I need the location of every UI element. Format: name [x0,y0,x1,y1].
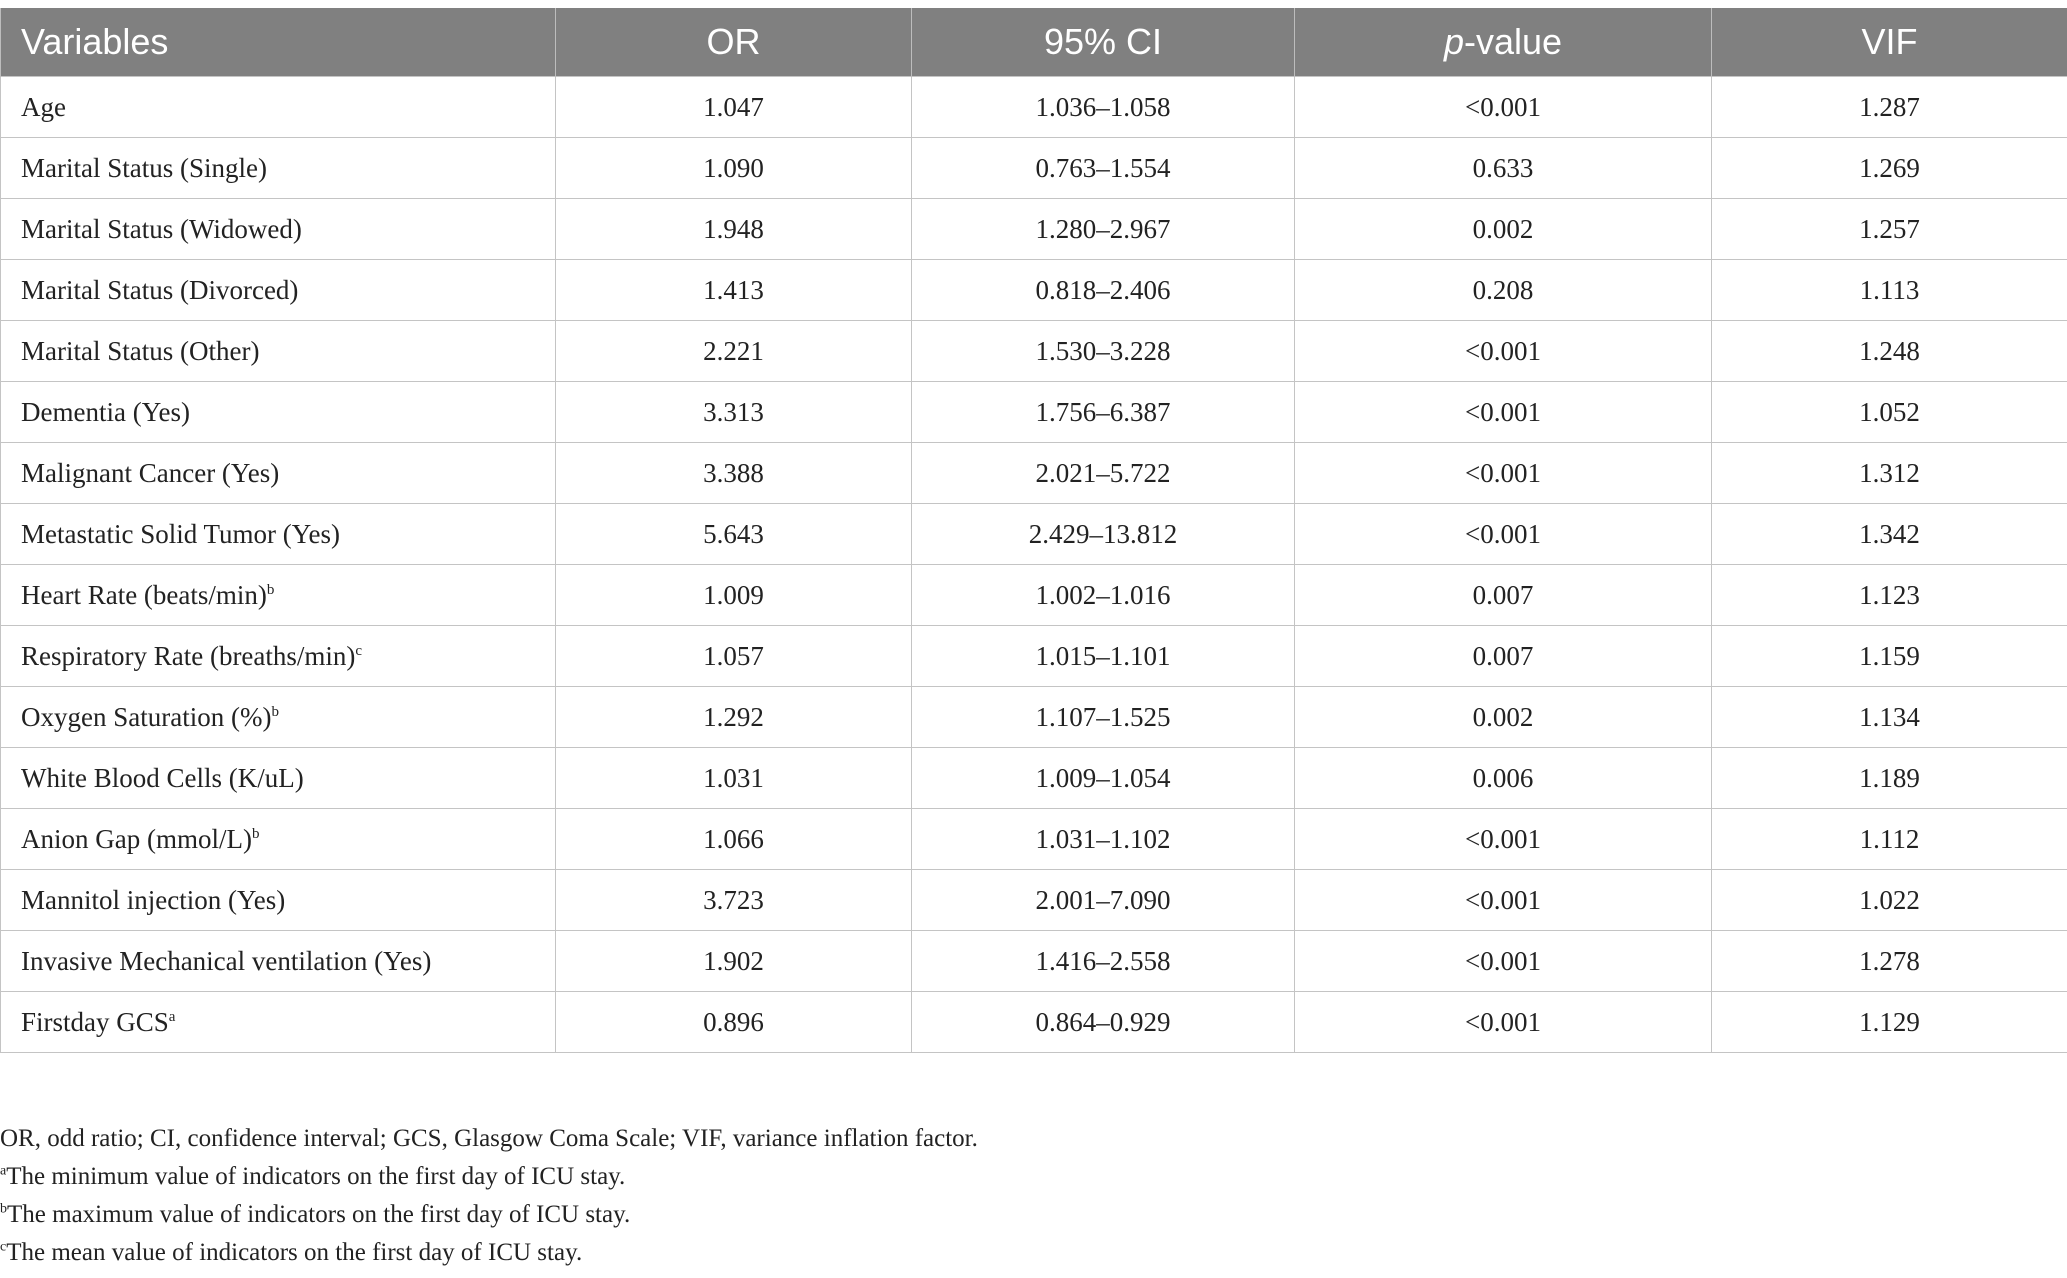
cell-vif [1712,870,2067,931]
cell-variable-text: Marital Status (Divorced) [21,274,299,305]
footnote-a [0,1158,2067,1196]
footnote-marker: c [355,642,363,659]
cell-vif-text: 1.257 [1859,213,1920,244]
footnote-mark: a [0,1163,7,1179]
cell-variable [1,382,556,443]
cell-p-value [1295,382,1712,443]
cell-p-value-text: 0.208 [1472,274,1534,305]
cell-vif [1712,931,2067,992]
cell-variable-text: Firstday GCS [21,1006,169,1037]
cell-or [556,626,912,687]
cell-vif [1712,626,2067,687]
cell-or-text: 0.896 [703,1006,764,1037]
cell-or [556,504,912,565]
cell-variable [1,931,556,992]
cell-variable [1,809,556,870]
cell-or-text: 1.009 [703,579,764,610]
cell-vif-text: 1.022 [1859,884,1920,915]
cell-or-text: 1.057 [703,640,764,671]
cell-or-text: 1.090 [703,152,764,183]
cell-variable [1,504,556,565]
cell-variable [1,870,556,931]
cell-variable [1,77,556,138]
cell-ci-text: 2.021–5.722 [1035,457,1171,488]
cell-or [556,77,912,138]
cell-vif [1712,138,2067,199]
cell-vif-text: 1.113 [1859,274,1920,305]
header-row [1,8,2067,77]
cell-ci-text: 1.031–1.102 [1035,823,1171,854]
cell-p-value [1295,138,1712,199]
table-row [1,931,2067,992]
cell-vif [1712,443,2067,504]
cell-vif-text: 1.189 [1859,762,1920,793]
cell-or [556,443,912,504]
cell-p-value-text: <0.001 [1465,945,1541,976]
cell-p-value-text: <0.001 [1465,1006,1541,1037]
cell-vif-text: 1.278 [1859,945,1920,976]
cell-ci-text: 1.002–1.016 [1035,579,1171,610]
cell-ci-text: 1.416–2.558 [1035,945,1171,976]
cell-variable [1,992,556,1053]
cell-ci [912,260,1295,321]
cell-or [556,687,912,748]
cell-ci-text: 0.864–0.929 [1035,1006,1171,1037]
cell-variable [1,443,556,504]
cell-or-text: 1.047 [703,91,764,122]
table-row [1,321,2067,382]
cell-p-value [1295,504,1712,565]
cell-or [556,382,912,443]
cell-vif [1712,565,2067,626]
cell-variable [1,565,556,626]
cell-p-value [1295,565,1712,626]
footnote-text: The minimum value of indicators on the first day of ICU stay. [6,1163,626,1190]
table-row [1,626,2067,687]
cell-or-text: 1.948 [703,213,764,244]
cell-ci [912,199,1295,260]
footnote-marker: b [271,703,279,720]
cell-variable-text: Respiratory Rate (breaths/min) [21,640,356,671]
table-row [1,260,2067,321]
cell-ci-text: 0.763–1.554 [1035,152,1171,183]
cell-vif [1712,809,2067,870]
cell-variable-text: Anion Gap (mmol/L) [21,823,252,854]
cell-ci [912,321,1295,382]
cell-or [556,199,912,260]
cell-or-text: 1.902 [703,945,764,976]
cell-variable [1,138,556,199]
cell-ci [912,77,1295,138]
footnote-mark: b [0,1201,7,1217]
cell-variable-text: Marital Status (Single) [21,152,267,183]
cell-ci [912,687,1295,748]
cell-vif [1712,504,2067,565]
table-row [1,992,2067,1053]
footnote-marker: b [251,825,260,842]
results-table-container [0,8,2067,1053]
cell-p-value-text: 0.006 [1472,762,1534,793]
cell-vif-text: 1.052 [1859,396,1920,427]
cell-p-value-text: 0.002 [1472,701,1534,732]
cell-variable-text: Mannitol injection (Yes) [21,884,286,915]
cell-ci-text: 1.280–2.967 [1035,213,1171,244]
cell-or [556,870,912,931]
cell-variable-text: Dementia (Yes) [21,396,190,427]
cell-p-value [1295,626,1712,687]
footnote-mark: c [0,1239,7,1255]
table-row [1,687,2067,748]
cell-variable-text: Marital Status (Widowed) [21,213,302,244]
cell-or [556,321,912,382]
table-notes [0,1120,2067,1272]
cell-ci [912,748,1295,809]
footnote-marker: b [266,581,275,598]
cell-ci-text: 1.015–1.101 [1035,640,1171,671]
cell-p-value [1295,809,1712,870]
cell-vif-text: 1.112 [1859,823,1920,854]
cell-p-value-text: <0.001 [1465,91,1541,122]
table-row [1,443,2067,504]
cell-p-value [1295,260,1712,321]
cell-ci [912,138,1295,199]
cell-p-value [1295,321,1712,382]
cell-vif [1712,260,2067,321]
cell-vif [1712,382,2067,443]
cell-or [556,931,912,992]
header-or: OR [556,8,912,77]
cell-or [556,809,912,870]
cell-vif-text: 1.129 [1859,1006,1920,1037]
cell-ci-text: 1.756–6.387 [1035,396,1171,427]
cell-ci-text: 1.107–1.525 [1035,701,1171,732]
cell-ci [912,626,1295,687]
abbreviation-note: OR, odd ratio; CI, confidence interval; GCS, Glasgow Coma Scale; VIF, variance inflation factor. [0,1125,978,1152]
header-vif: VIF [1712,8,2067,77]
table-row [1,382,2067,443]
footnote-list [0,1158,2067,1272]
cell-or-text: 5.643 [703,518,764,549]
cell-or [556,992,912,1053]
regression-table [0,8,2067,1053]
cell-variable-text: Heart Rate (beats/min) [21,579,267,610]
cell-p-value [1295,992,1712,1053]
header-p-value [1295,8,1712,77]
table-row [1,809,2067,870]
cell-ci-text: 2.001–7.090 [1035,884,1171,915]
cell-or [556,748,912,809]
cell-vif-text: 1.287 [1859,91,1920,122]
header-variables: Variables [1,8,556,77]
footnote-marker: a [168,1008,176,1025]
header-p-italic: p [1443,21,1464,62]
cell-variable [1,260,556,321]
cell-or-text: 2.221 [703,335,764,366]
cell-variable [1,321,556,382]
cell-variable-text: White Blood Cells (K/uL) [21,762,304,793]
table-row [1,870,2067,931]
cell-ci [912,382,1295,443]
cell-p-value [1295,199,1712,260]
cell-p-value [1295,870,1712,931]
cell-ci-text: 0.818–2.406 [1035,274,1171,305]
cell-ci [912,504,1295,565]
cell-ci [912,870,1295,931]
cell-ci [912,443,1295,504]
cell-or-text: 3.388 [703,457,764,488]
cell-vif [1712,77,2067,138]
cell-p-value-text: <0.001 [1465,518,1541,549]
cell-variable-text: Oxygen Saturation (%) [21,701,272,732]
cell-or-text: 3.313 [703,396,764,427]
cell-vif-text: 1.159 [1859,640,1920,671]
cell-ci-text: 1.530–3.228 [1035,335,1171,366]
cell-p-value-text: <0.001 [1465,457,1541,488]
cell-or-text: 3.723 [703,884,764,915]
footnote-c [0,1234,2067,1272]
cell-ci [912,992,1295,1053]
cell-vif [1712,992,2067,1053]
cell-variable [1,199,556,260]
cell-p-value-text: <0.001 [1465,396,1541,427]
cell-variable [1,748,556,809]
header-p-rest: -value [1463,21,1563,62]
cell-ci-text: 1.009–1.054 [1035,762,1171,793]
cell-or-text: 1.031 [703,762,764,793]
table-body [1,77,2067,1053]
cell-p-value-text: 0.007 [1472,640,1534,671]
cell-or [556,565,912,626]
cell-ci [912,931,1295,992]
cell-p-value-text: <0.001 [1465,823,1541,854]
cell-p-value [1295,77,1712,138]
cell-p-value-text: 0.002 [1472,213,1534,244]
cell-variable [1,626,556,687]
cell-vif [1712,687,2067,748]
cell-ci-text: 1.036–1.058 [1035,91,1171,122]
cell-vif-text: 1.248 [1859,335,1920,366]
cell-variable-text: Marital Status (Other) [21,335,260,366]
cell-variable-text: Metastatic Solid Tumor (Yes) [21,518,341,549]
cell-ci [912,809,1295,870]
cell-p-value [1295,748,1712,809]
cell-p-value [1295,443,1712,504]
cell-vif-text: 1.312 [1859,457,1920,488]
header-ci: 95% CI [912,8,1295,77]
cell-variable-text: Age [21,91,66,122]
table-row [1,748,2067,809]
cell-vif-text: 1.342 [1859,518,1920,549]
cell-ci-text: 2.429–13.812 [1028,518,1178,549]
footnote-text: The maximum value of indicators on the first day of ICU stay. [7,1201,631,1228]
table-row [1,504,2067,565]
footnote-text: The mean value of indicators on the first day of ICU stay. [6,1239,583,1266]
cell-p-value-text: <0.001 [1465,335,1541,366]
table-row [1,199,2067,260]
cell-p-value [1295,931,1712,992]
cell-p-value-text: <0.001 [1465,884,1541,915]
cell-ci [912,565,1295,626]
cell-or-text: 1.292 [703,701,764,732]
cell-vif-text: 1.269 [1859,152,1920,183]
footnote-b [0,1196,2067,1234]
cell-p-value-text: 0.633 [1472,152,1534,183]
table-row [1,77,2067,138]
cell-p-value [1295,687,1712,748]
cell-or [556,138,912,199]
cell-vif [1712,748,2067,809]
cell-or-text: 1.413 [703,274,764,305]
cell-vif-text: 1.123 [1859,579,1920,610]
table-row [1,565,2067,626]
cell-vif-text: 1.134 [1859,701,1920,732]
cell-or [556,260,912,321]
cell-or-text: 1.066 [703,823,764,854]
cell-variable [1,687,556,748]
cell-vif [1712,321,2067,382]
cell-p-value-text: 0.007 [1472,579,1534,610]
cell-variable-text: Invasive Mechanical ventilation (Yes) [21,945,432,976]
cell-vif [1712,199,2067,260]
table-row [1,138,2067,199]
cell-variable-text: Malignant Cancer (Yes) [21,457,280,488]
